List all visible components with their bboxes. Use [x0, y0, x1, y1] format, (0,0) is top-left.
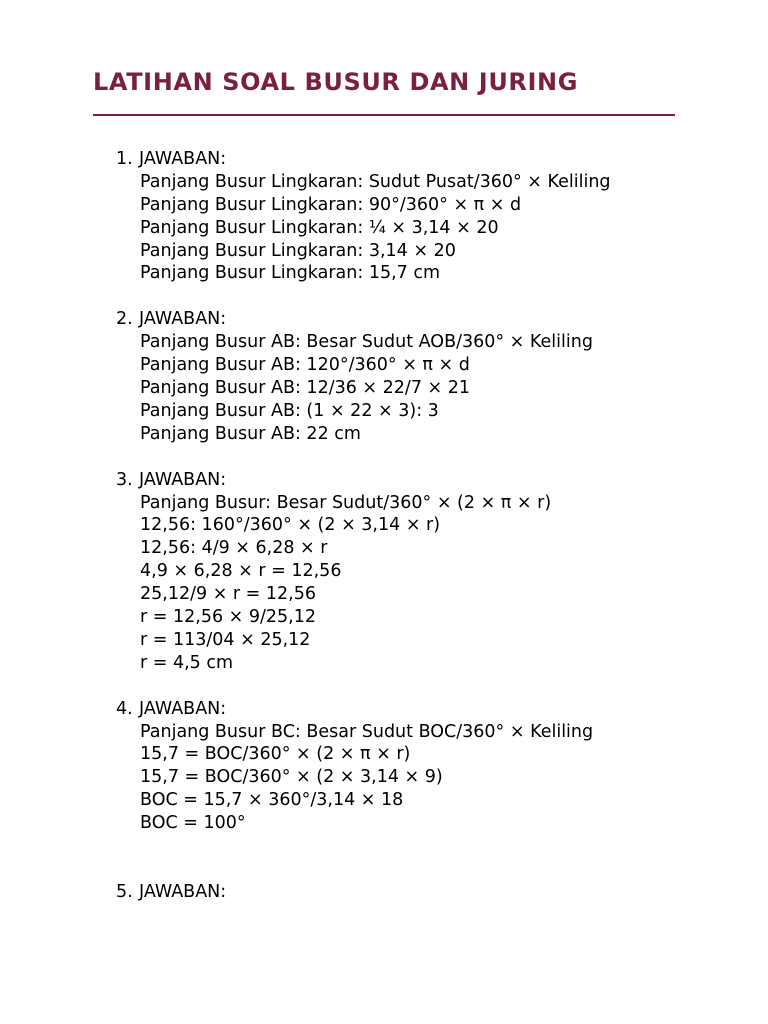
answer-heading — [116, 881, 736, 904]
answer-item-1 — [116, 148, 736, 285]
answer-line: 15,7 = BOC/360° × (2 × π × r) — [140, 744, 411, 765]
answer-line: Panjang Busur Lingkaran: ¼ × 3,14 × 20 — [140, 217, 499, 238]
answer-line: Panjang Busur AB: 22 cm — [140, 423, 361, 444]
answer-line: Panjang Busur AB: 120°/360° × π × d — [140, 355, 470, 376]
answer-number: 1. — [116, 149, 133, 169]
answer-item-5 — [116, 881, 736, 904]
answer-number: 4. — [116, 698, 133, 719]
answer-heading-label: JAWABAN: — [139, 469, 227, 490]
answer-line: 12,56: 4/9 × 6,28 × r — [140, 538, 328, 559]
answer-line: Panjang Busur: Besar Sudut/360° × (2 × π × r) — [140, 492, 552, 513]
answer-line: Panjang Busur Lingkaran: Sudut Pusat/360° × Keliling — [140, 171, 611, 192]
answer-item-2 — [116, 308, 736, 445]
answer-number: 5. — [116, 882, 133, 903]
answer-heading-label: JAWABAN: — [139, 149, 227, 169]
answer-heading-label: JAWABAN: — [139, 698, 227, 719]
answer-line: r = 12,56 × 9/25,12 — [140, 607, 316, 628]
answer-line: 15,7 = BOC/360° × (2 × 3,14 × 9) — [140, 767, 443, 788]
answer-heading-label: JAWABAN: — [139, 882, 227, 903]
answer-line: BOC = 15,7 × 360°/3,14 × 18 — [140, 790, 404, 811]
answer-heading — [116, 308, 736, 331]
answer-line: Panjang Busur Lingkaran: 15,7 cm — [140, 263, 441, 284]
answer-list — [116, 148, 736, 904]
answer-number: 3. — [116, 469, 133, 490]
answer-heading — [116, 148, 736, 171]
answer-heading — [116, 469, 736, 492]
answer-item-4 — [116, 698, 736, 835]
answer-heading — [116, 698, 736, 721]
answer-line: 12,56: 160°/360° × (2 × 3,14 × r) — [140, 515, 441, 536]
answer-item-3 — [116, 469, 736, 675]
answer-line: BOC = 100° — [140, 813, 246, 834]
answer-line: Panjang Busur BC: Besar Sudut BOC/360° × Keliling — [140, 721, 594, 742]
answer-line: Panjang Busur Lingkaran: 3,14 × 20 — [140, 240, 456, 261]
answer-line: 4,9 × 6,28 × r = 12,56 — [140, 561, 342, 582]
answer-number: 2. — [116, 309, 133, 330]
answer-heading-label: JAWABAN: — [139, 309, 227, 330]
answer-line: Panjang Busur AB: (1 × 22 × 3): 3 — [140, 400, 439, 421]
answer-line: Panjang Busur AB: Besar Sudut AOB/360° × Keliling — [140, 332, 593, 353]
answer-line: Panjang Busur AB: 12/36 × 22/7 × 21 — [140, 378, 471, 399]
answer-line: r = 4,5 cm — [140, 652, 234, 673]
page-title: LATIHAN SOAL BUSUR DAN JURING — [93, 68, 579, 96]
title-underline — [93, 114, 675, 116]
answer-line: r = 113/04 × 25,12 — [140, 629, 311, 650]
answer-line: Panjang Busur Lingkaran: 90°/360° × π × d — [140, 194, 522, 215]
answer-line: 25,12/9 × r = 12,56 — [140, 584, 316, 605]
